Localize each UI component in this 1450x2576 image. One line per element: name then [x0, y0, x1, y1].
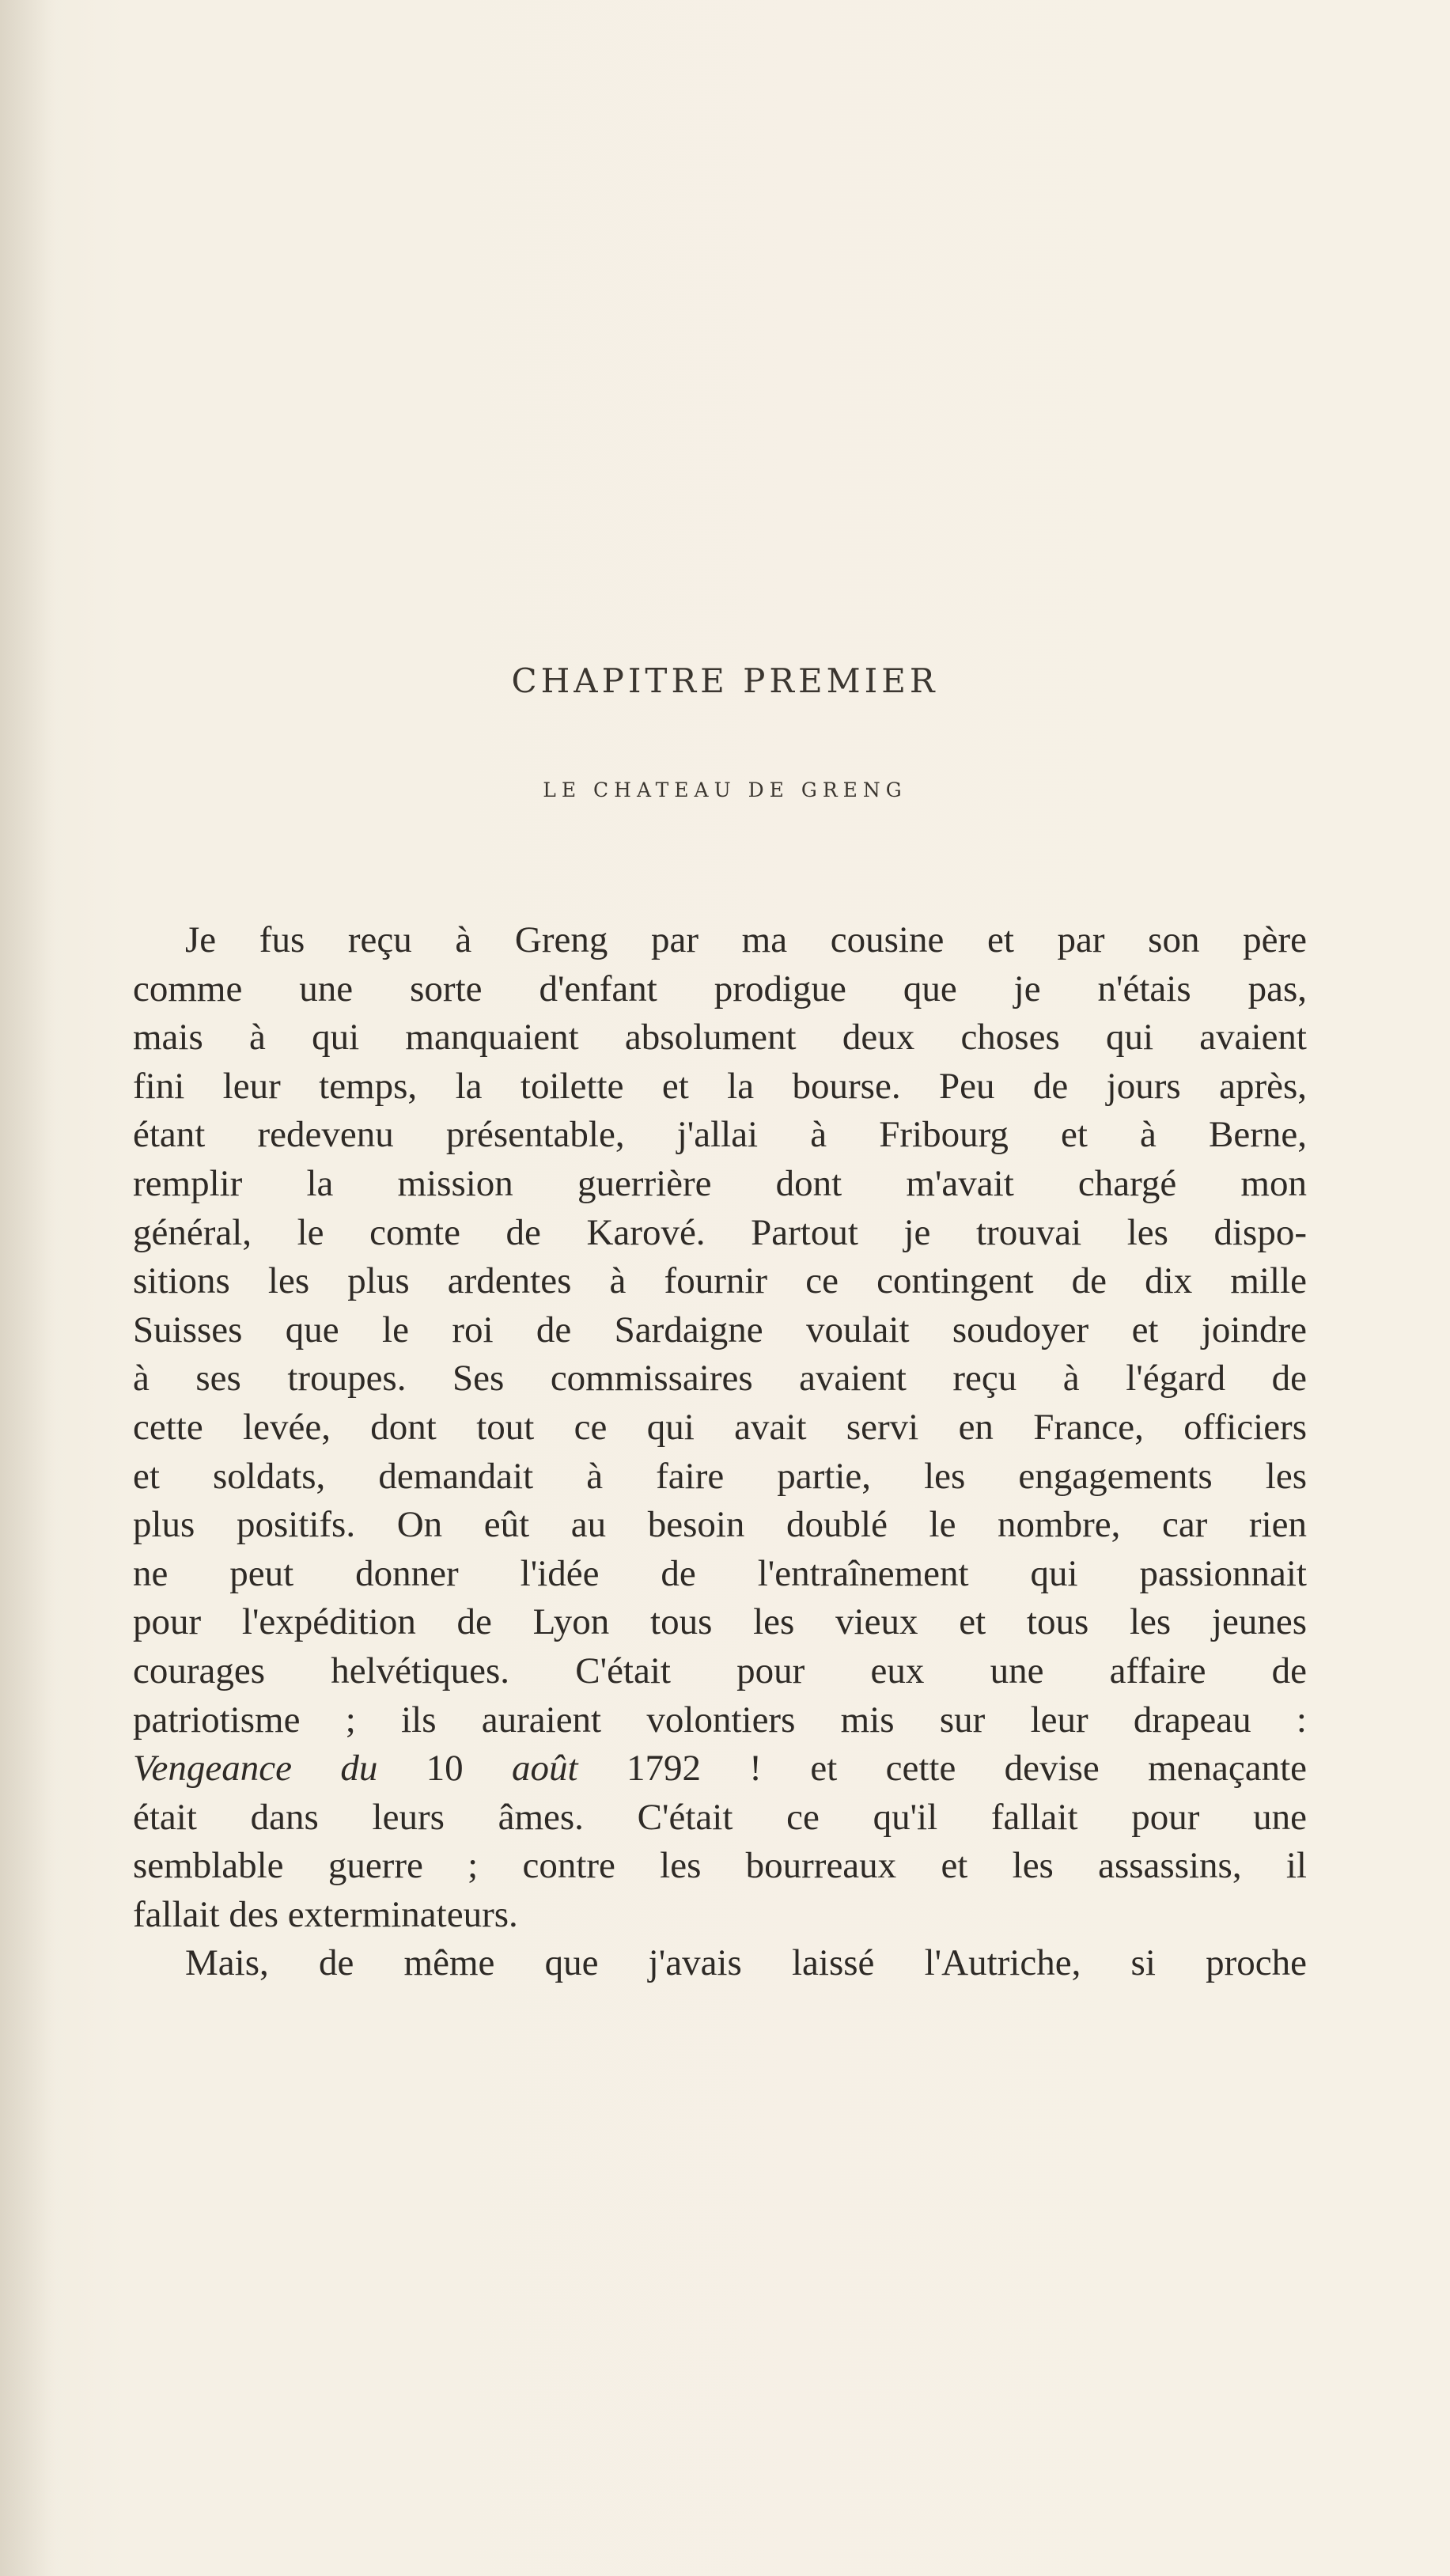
text-line: semblable guerre ; contre les bourreaux et les assassins, il	[133, 1845, 1307, 1887]
text-line: Mais, de même que j'avais laissé l'Autriche, si proche	[185, 1942, 1307, 1984]
text-line: fallait des exterminateurs.	[133, 1893, 518, 1935]
page-gutter-shadow	[0, 0, 55, 2576]
text-line: fini leur temps, la toilette et la bourse. Peu de jours après,	[133, 1065, 1307, 1107]
text-line: mais à qui manquaient absolument deux choses qui avaient	[133, 1017, 1307, 1059]
body-text	[133, 916, 1307, 1988]
text-line: patriotisme ; ils auraient volontiers mis sur leur drapeau :	[133, 1699, 1307, 1741]
motto-day: 10	[426, 1748, 464, 1790]
text-line: Je fus reçu à Greng par ma cousine et par son père	[185, 919, 1307, 960]
motto-word: du	[340, 1748, 378, 1790]
text-line: Suisses que le roi de Sardaigne voulait soudoyer et joindre	[133, 1309, 1307, 1351]
paragraph-2	[133, 1939, 1307, 1988]
text-line: et soldats, demandait à faire partie, les engagements les	[133, 1455, 1307, 1497]
text-line: pour l'expédition de Lyon tous les vieux et tous les jeunes	[133, 1601, 1307, 1643]
motto-word: août	[512, 1748, 578, 1790]
text-line: remplir la mission guerrière dont m'avait chargé mon	[133, 1162, 1307, 1204]
text-line: comme une sorte d'enfant prodigue que je n'étais pas,	[133, 968, 1307, 1010]
text-line: était dans leurs âmes. C'était ce qu'il fallait pour une	[133, 1796, 1307, 1838]
motto-rest: et cette devise menaçante	[810, 1748, 1308, 1790]
chapter-subtitle: LE CHATEAU DE GRENG	[543, 778, 907, 801]
text-line: étant redevenu présentable, j'allai à Fribourg et à Berne,	[133, 1114, 1307, 1156]
text-line: sitions les plus ardentes à fournir ce contingent de dix mille	[133, 1260, 1307, 1302]
text-line: plus positifs. On eût au besoin doublé le nombre, car rien	[133, 1504, 1307, 1546]
chapter-heading: CHAPITRE PREMIER	[511, 661, 939, 700]
paragraph-1	[133, 916, 1307, 1939]
motto-year: 1792 !	[626, 1748, 762, 1790]
text-line: général, le comte de Karové. Partout je trouvai les dispo-	[133, 1211, 1307, 1253]
motto-word: Vengeance	[133, 1748, 292, 1790]
text-line: courages helvétiques. C'était pour eux une affaire de	[133, 1650, 1307, 1691]
motto-line	[133, 1744, 1307, 1794]
text-line: à ses troupes. Ses commissaires avaient reçu à l'égard de	[133, 1358, 1307, 1400]
text-line: cette levée, dont tout ce qui avait servi en France, officiers	[133, 1406, 1307, 1448]
text-line: ne peut donner l'idée de l'entraînement qui passionnait	[133, 1552, 1307, 1594]
